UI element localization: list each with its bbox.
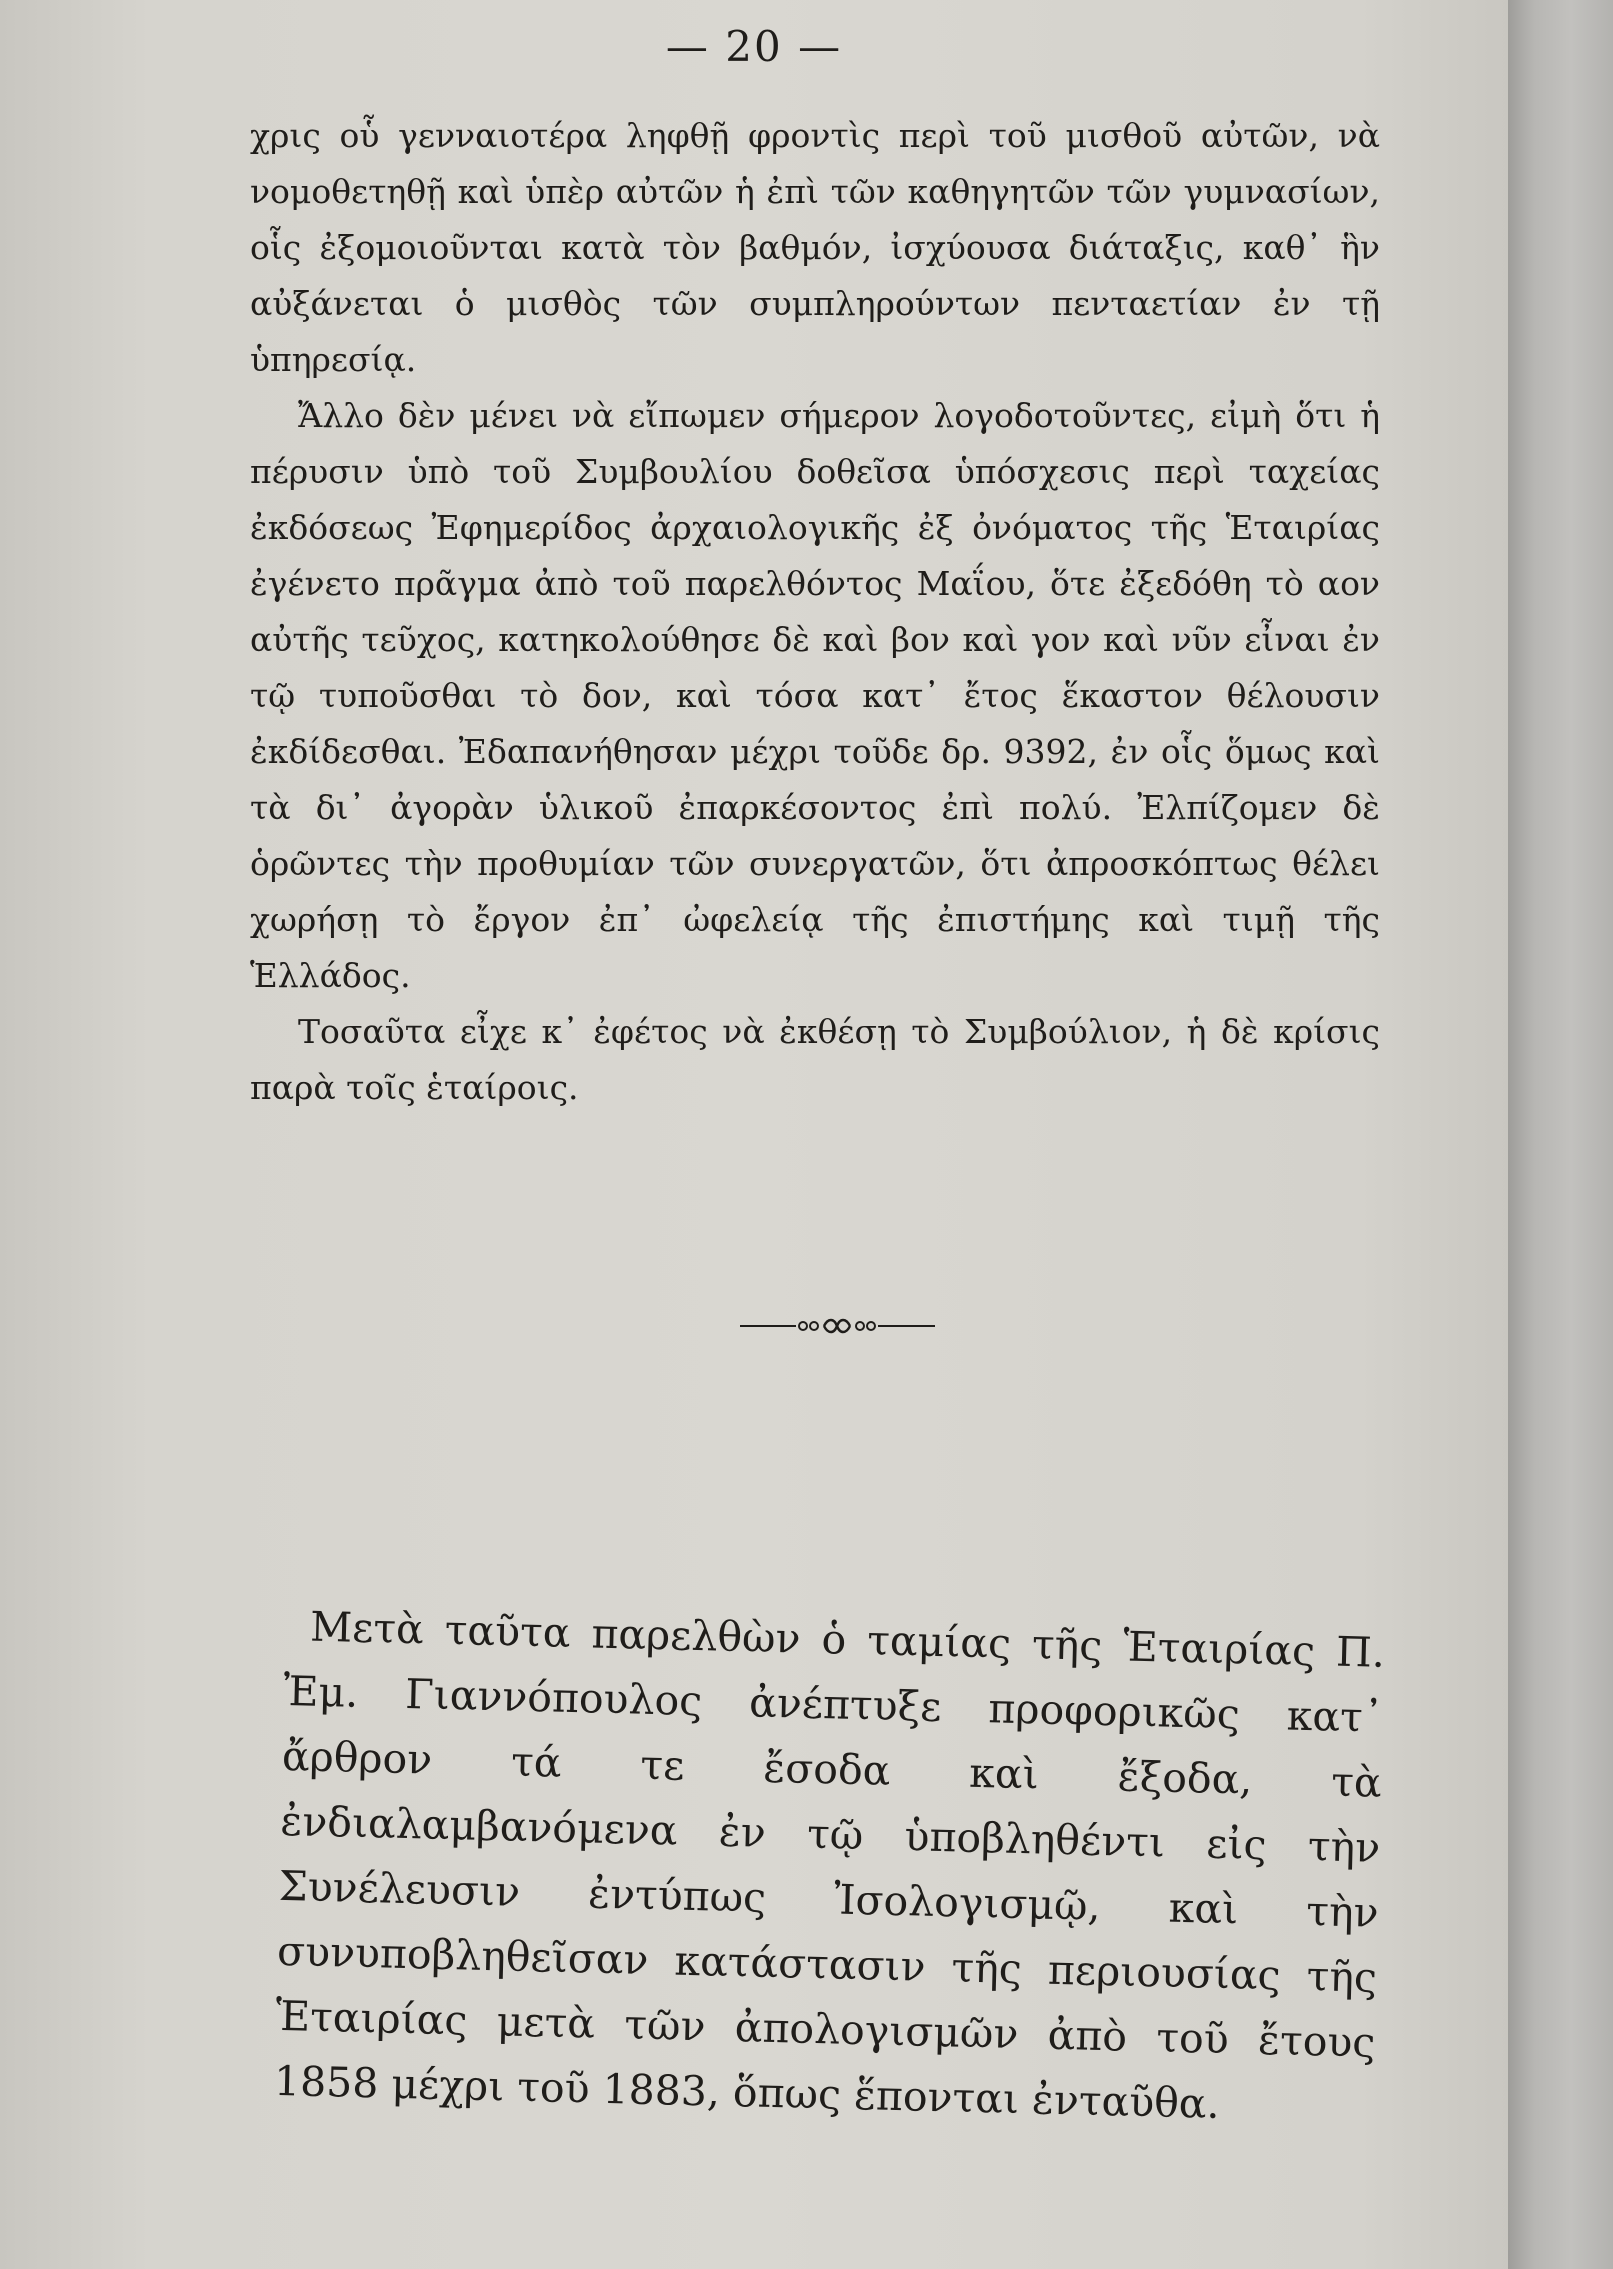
page-number: — 20 — bbox=[665, 22, 843, 71]
paragraph-council-closing: Τοσαῦτα εἶχε κ᾽ ἐφέτος νὰ ἐκθέσῃ τὸ Συμβούλιον, ἡ δὲ κρίσις παρὰ τοῖς ἑταίροις. bbox=[250, 1012, 1380, 1107]
paragraph-treasurer-report: Μετὰ ταῦτα παρελθὼν ὁ ταμίας τῆς Ἑταιρίας Π. Ἐμ. Γιαννόπουλος ἀνέπτυξε προφορικῶς κατ᾽ ἄρθρον τά τε ἔσοδα καὶ ἔξοδα, τὰ ἐνδιαλαμβανόμενα ἐν τῷ ὑποβληθέντι εἰς τὴν Συνέλευσιν ἐντύπως Ἰσολογισμῷ, καὶ τὴν συνυποβληθεῖσαν κατάστασιν τῆς περιουσίας τῆς Ἑταιρίας μετὰ τῶν ἀπολογισμῶν ἀπὸ τοῦ ἔτους 1858 μέχρι τοῦ 1883, ὅπως ἕπονται ἐνταῦθα. bbox=[273, 1602, 1386, 2128]
paragraph-salary-provision: χρις οὗ γενναιοτέρα ληφθῇ φροντὶς περὶ τοῦ μισθοῦ αὐτῶν, νὰ νομοθετηθῇ καὶ ὑπὲρ αὐτῶν ἡ ἐπὶ τῶν καθηγητῶν τῶν γυμνασίων, οἷς ἐξομοιοῦνται κατὰ τὸν βαθμόν, ἰσχύουσα διάταξις, καθ᾽ ἣν αὐξάνεται ὁ μισθὸς τῶν συμπληρούντων πενταετίαν ἐν τῇ ὑπηρεσίᾳ. bbox=[250, 116, 1380, 379]
printer-ornament-rule-icon bbox=[740, 1314, 935, 1338]
lower-text-block bbox=[273, 1594, 1385, 2141]
scan-page-edge bbox=[1508, 0, 1613, 2269]
upper-text-block bbox=[250, 108, 1380, 1116]
paragraph-ephemeris-report: Ἄλλο δὲν μένει νὰ εἴπωμεν σήμερον λογοδοτοῦντες, εἰμὴ ὅτι ἡ πέρυσιν ὑπὸ τοῦ Συμβουλίου δοθεῖσα ὑπόσχεσις περὶ ταχείας ἐκδόσεως Ἐφημερίδος ἀρχαιολογικῆς ἐξ ὀνόματος τῆς Ἑταιρίας ἐγένετο πρᾶγμα ἀπὸ τοῦ παρελθόντος Μαΐου, ὅτε ἐξεδόθη τὸ αον αὐτῆς τεῦχος, κατηκολούθησε δὲ καὶ βον καὶ γον καὶ νῦν εἶναι ἐν τῷ τυποῦσθαι τὸ δον, καὶ τόσα κατ᾽ ἔτος ἕκαστον θέλουσιν ἐκδίδεσθαι. Ἐδαπανήθησαν μέχρι τοῦδε δρ. 9392, ἐν οἷς ὅμως καὶ τὰ δι᾽ ἀγορὰν ὑλικοῦ ἐπαρκέσοντος ἐπὶ πολύ. Ἐλπίζομεν δὲ ὁρῶντες τὴν προθυμίαν τῶν συνεργατῶν, ὅτι ἀπροσκόπτως θέλει χωρήσῃ τὸ ἔργον ἐπ᾽ ὠφελείᾳ τῆς ἐπιστήμης καὶ τιμῇ τῆς Ἑλλάδος. bbox=[250, 396, 1380, 995]
